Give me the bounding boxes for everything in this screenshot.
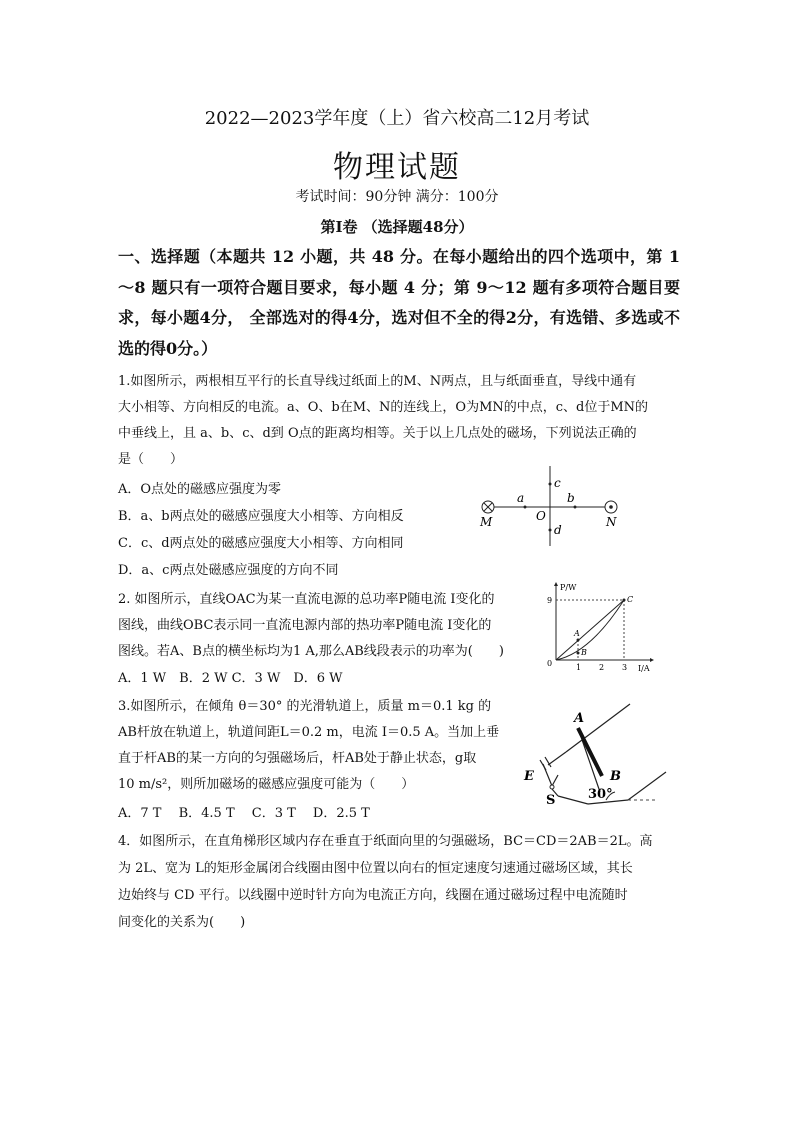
q1-line-2: 大小相等、方向相反的电流。a、O、b在M、N的连线上，O为MN的中点，c、d位于MN的	[118, 400, 649, 415]
q1-line-1: 1.如图所示，两根相互平行的长直导线过纸面上的M、N两点，且与纸面垂直，导线中通有	[118, 374, 637, 389]
label-a: a	[517, 491, 525, 505]
q4-line-2: 为 2L、宽为 L的矩形金属闭合线圈由图中位置以向右的恒定速度匀速通过磁场区域，其长	[118, 861, 633, 876]
q2-xlabel: I/A	[638, 664, 650, 673]
q2-ylabel: P/W	[560, 583, 577, 592]
q1-figure	[470, 462, 630, 548]
label-M: M	[480, 515, 493, 529]
instructions: 一、选择题（本题共 12 小题，共 48 分。在每小题给出的四个选项中，第 1～8 题只有一项符合题目要求，每小题 4 分；第 9～12 题有多项符合题目要求，每小题4分， 全部选对的得4分，选对但不全的得2分，有选错、多选或不选的得0分。）	[118, 247, 680, 358]
q1-option-d: D．a、c两点处磁感应强度的方向不同	[118, 563, 339, 578]
section-heading: 第Ⅰ卷 （选择题48分）	[320, 218, 474, 236]
q3-line-1: 3.如图所示，在倾角 θ＝30° 的光滑轨道上，质量 m＝0.1 kg 的	[118, 699, 492, 714]
q2-point-C: C	[627, 595, 634, 604]
q3-label-A: A	[574, 711, 585, 726]
label-d: d	[554, 523, 562, 537]
label-N: N	[606, 515, 617, 529]
q1-option-b: B．a、b两点处的磁感应强度大小相等、方向相反	[118, 509, 404, 524]
q3-label-S: S	[546, 793, 556, 808]
q2-line-1: 2. 如图所示，直线OAC为某一直流电源的总功率P随电流 I变化的	[118, 592, 495, 607]
q2-ytick: 9	[547, 596, 553, 605]
q3-angle: 30°	[588, 787, 613, 802]
q3-label-E: E	[524, 769, 534, 784]
q3-line-4: 10 m/s²，则所加磁场的磁感应强度可能为（ ）	[118, 777, 415, 792]
q2-line-2: 图线，曲线OBC表示同一直流电源内部的热功率P随电流 I变化的	[118, 618, 492, 633]
q3-line-2: AB杆放在轨道上，轨道间距L＝0.2 m，电流 I＝0.5 A。当加上垂	[118, 725, 500, 740]
q2-point-A: A	[574, 629, 580, 638]
q4-line-3: 边始终与 CD 平行。以线圈中逆时针方向为电流正方向，线圈在通过磁场过程中电流随时	[118, 888, 628, 903]
q2-xtick-2: 2	[599, 663, 605, 672]
label-b: b	[567, 491, 575, 505]
q1-option-a: A．O点处的磁感应强度为零	[118, 482, 282, 497]
q2-options: A．1 W B．2 W C．3 W D．6 W	[118, 671, 343, 686]
q4-line-4: 间变化的关系为( )	[118, 915, 246, 930]
label-O: O	[536, 509, 546, 523]
q4-line-1: 4．如图所示，在直角梯形区域内存在垂直于纸面向里的匀强磁场，BC＝CD＝2AB＝2L。高	[118, 834, 653, 849]
label-c: c	[554, 476, 561, 490]
q2-figure	[538, 580, 658, 674]
exam-meta: 考试时间：90分钟 满分：100分	[295, 189, 499, 205]
q2-origin: 0	[547, 659, 553, 668]
exam-title: 2022—2023学年度（上）省六校高二12月考试	[204, 108, 590, 129]
q3-figure	[518, 700, 668, 808]
subject-title: 物理试题	[333, 150, 461, 185]
q2-xtick-1: 1	[576, 663, 582, 672]
q2-point-B: B	[581, 648, 587, 657]
q1-line-3: 中垂线上，且 a、b、c、d到 O点的距离均相等。关于以上几点处的磁场，下列说法正确的	[118, 426, 637, 441]
q2-line-3: 图线。若A、B点的横坐标均为1 A,那么AB线段表示的功率为( )	[118, 644, 504, 659]
q3-line-3: 直于杆AB的某一方向的匀强磁场后，杆AB处于静止状态，g取	[118, 751, 477, 766]
q2-xtick-3: 3	[622, 663, 628, 672]
q1-line-4: 是（ ）	[118, 452, 184, 467]
q1-option-c: C．c、d两点处的磁感应强度大小相等、方向相同	[118, 536, 404, 551]
q3-label-B: B	[610, 769, 621, 784]
q3-options: A．7 T B．4.5 T C．3 T D．2.5 T	[118, 806, 370, 821]
